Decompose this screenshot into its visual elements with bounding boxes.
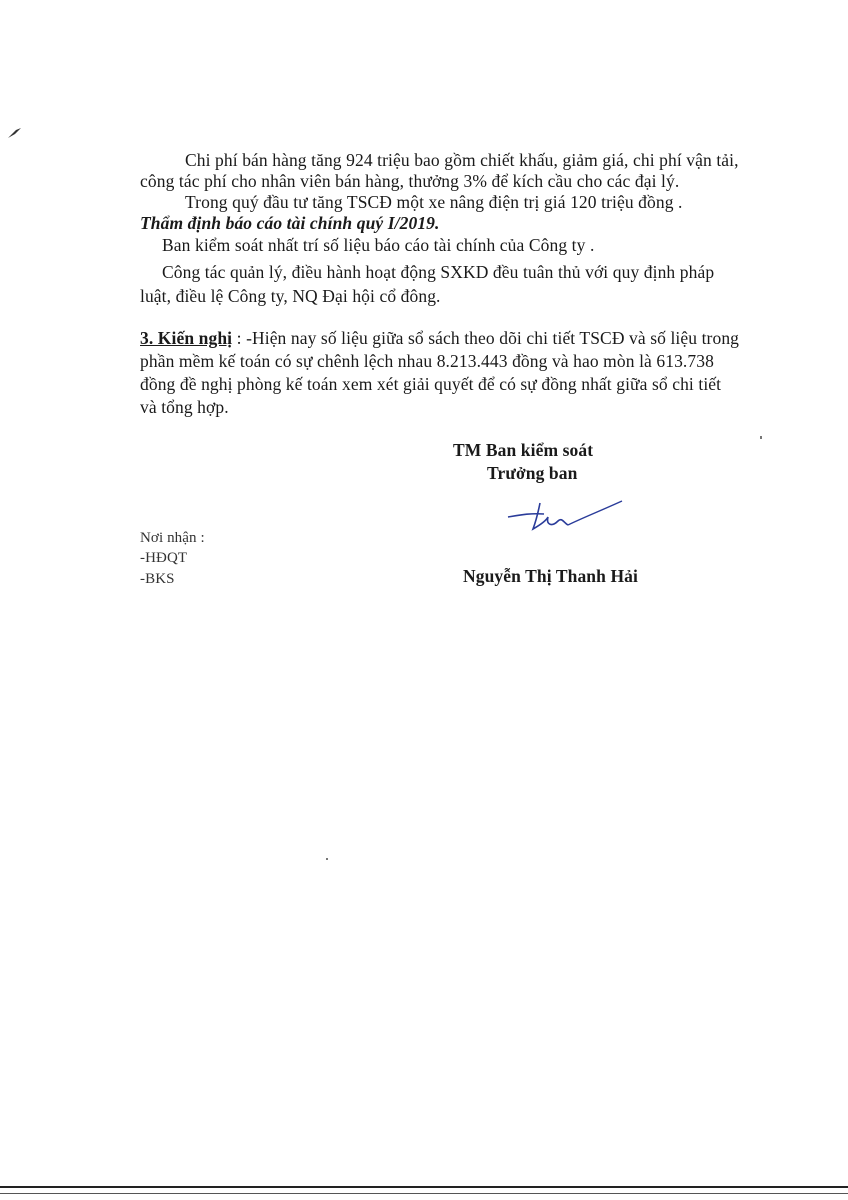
investment-line: Trong quý đầu tư tăng TSCĐ một xe nâng điện trị giá 120 triệu đồng . bbox=[185, 192, 683, 212]
signature-org: TM Ban kiểm soát bbox=[453, 440, 594, 460]
recommendation-label: 3. Kiến nghị bbox=[140, 328, 233, 348]
recommendation-text-1: -Hiện nay số liệu giữa sổ sách theo dõi chi tiết TSCĐ và số liệu trong bbox=[246, 328, 740, 348]
recipient-item: -HĐQT bbox=[140, 550, 188, 566]
signature-title: Trưởng ban bbox=[487, 463, 578, 483]
recipient-item: -BKS bbox=[140, 571, 175, 587]
management-line-1: Công tác quản lý, điều hành hoạt động SXKD đều tuân thủ với quy định pháp bbox=[162, 262, 715, 282]
signer-name: Nguyễn Thị Thanh Hải bbox=[463, 566, 638, 586]
section-heading: Thẩm định báo cáo tài chính quý I/2019. bbox=[140, 213, 440, 233]
recommendation-line-2: phần mềm kế toán có sự chênh lệch nhau 8.213.443 đồng và hao mòn là 613.738 bbox=[140, 351, 714, 371]
handwritten-signature-icon bbox=[500, 495, 630, 540]
scan-speck bbox=[760, 436, 762, 439]
bottom-border-inner bbox=[0, 1193, 848, 1194]
agreement-line: Ban kiểm soát nhất trí số liệu báo cáo tài chính của Công ty . bbox=[162, 235, 595, 255]
management-line-2: luật, điều lệ Công ty, NQ Đại hội cổ đông. bbox=[140, 286, 441, 306]
scan-mark-icon bbox=[6, 124, 24, 142]
recommendation-line-4: và tổng hợp. bbox=[140, 397, 229, 417]
scan-speck bbox=[326, 858, 328, 860]
recommendation-line-1 bbox=[140, 328, 739, 348]
sales-cost-line-2: công tác phí cho nhân viên bán hàng, thưởng 3% để kích cầu cho các đại lý. bbox=[140, 171, 680, 191]
recommendation-line-3: đồng đề nghị phòng kế toán xem xét giải quyết để có sự đồng nhất giữa sổ chi tiết bbox=[140, 374, 722, 394]
recipients-label: Nơi nhận : bbox=[140, 530, 205, 546]
recommendation-colon: : bbox=[232, 328, 242, 348]
sales-cost-line-1: Chi phí bán hàng tăng 924 triệu bao gồm chiết khấu, giảm giá, chi phí vận tải, bbox=[185, 150, 739, 170]
bottom-border bbox=[0, 1186, 848, 1188]
